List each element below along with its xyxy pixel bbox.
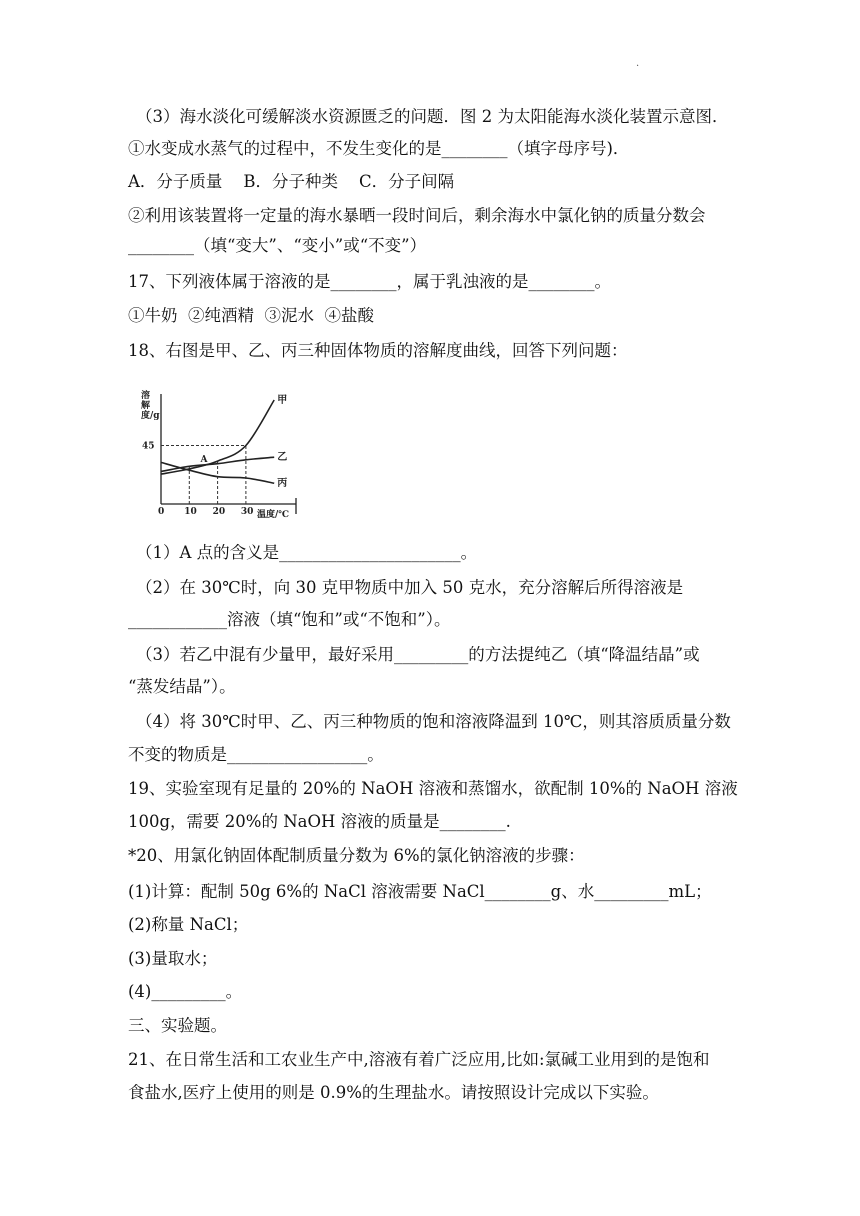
series-line-1 bbox=[161, 457, 274, 471]
text-line: (2)称量 NaCl； bbox=[128, 915, 249, 934]
text-line: 19、实验室现有足量的 20%的 NaOH 溶液和蒸馏水，欲配制 10%的 NaOH 溶液 bbox=[128, 779, 738, 798]
y-tick-label: 45 bbox=[142, 441, 155, 452]
text-line: （1）A 点的含义是______________________。 bbox=[136, 543, 478, 562]
text-line: (4)_________。 bbox=[128, 982, 243, 1001]
text-line: 17、下列液体属于溶液的是________，属于乳浊液的是________。 bbox=[128, 272, 611, 291]
text-line: 21、在日常生活和工农业生产中,溶液有着广泛应用,比如:氯碱工业用到的是饱和 bbox=[128, 1050, 710, 1069]
page-mark: . bbox=[636, 58, 640, 69]
text-line: 100g，需要 20%的 NaOH 溶液的质量是________. bbox=[128, 812, 511, 831]
text-line: A．分子质量 B．分子种类 C．分子间隔 bbox=[128, 172, 455, 191]
text-line: (1)计算：配制 50g 6%的 NaCl 溶液需要 NaCl________g、水_________mL； bbox=[128, 882, 712, 901]
x-tick-label: 0 bbox=[158, 507, 165, 517]
x-axis-label: 温度/℃ bbox=[257, 510, 290, 520]
point-label: A bbox=[200, 455, 208, 465]
text-line: ①水变成水蒸气的过程中，不发生变化的是________（填字母序号)． bbox=[128, 139, 630, 158]
text-line: （3）海水淡化可缓解淡水资源匮乏的问题．图 2 为太阳能海水淡化装置示意图． bbox=[136, 107, 729, 126]
text-line: ②利用该装置将一定量的海水暴晒一段时间后，剩余海水中氯化钠的质量分数会 bbox=[128, 206, 706, 225]
text-line: 18、右图是甲、乙、丙三种固体物质的溶解度曲线，回答下列问题： bbox=[128, 341, 628, 360]
text-line: *20、用氯化钠固体配制质量分数为 6%的氯化钠溶液的步骤： bbox=[128, 846, 585, 865]
series-label: 丙 bbox=[277, 478, 288, 490]
text-line: ________（填“变大”、“变小”或“不变”） bbox=[128, 236, 427, 255]
text-line: 三、实验题。 bbox=[128, 1016, 227, 1035]
x-tick-label: 20 bbox=[212, 507, 226, 517]
text-line: ____________溶液（填“饱和”或“不饱和”）。 bbox=[128, 610, 451, 629]
y-axis-label: 溶解度/g bbox=[141, 391, 160, 421]
text-line: “蒸发结晶”）。 bbox=[128, 677, 236, 696]
text-line: 不变的物质是_________________。 bbox=[128, 745, 384, 764]
x-tick-label: 30 bbox=[240, 507, 254, 517]
solubility-chart bbox=[140, 388, 310, 520]
text-line: (3)量取水； bbox=[128, 949, 218, 968]
text-line: （2）在 30℃时，向 30 克甲物质中加入 50 克水，充分溶解后所得溶液是 bbox=[136, 578, 684, 597]
text-line: 食盐水,医疗上使用的则是 0.9%的生理盐水。请按照设计完成以下实验。 bbox=[128, 1083, 659, 1102]
text-line: （4）将 30℃时甲、乙、丙三种物质的饱和溶液降温到 10℃，则其溶质质量分数 bbox=[136, 712, 731, 731]
x-tick-label: 10 bbox=[184, 507, 197, 517]
text-line: ①牛奶 ②纯酒精 ③泥水 ④盐酸 bbox=[128, 306, 374, 325]
series-label: 甲 bbox=[277, 395, 288, 406]
series-label: 乙 bbox=[277, 452, 288, 464]
text-line: （3）若乙中混有少量甲，最好采用_________的方法提纯乙（填“降温结晶”或 bbox=[136, 645, 700, 664]
